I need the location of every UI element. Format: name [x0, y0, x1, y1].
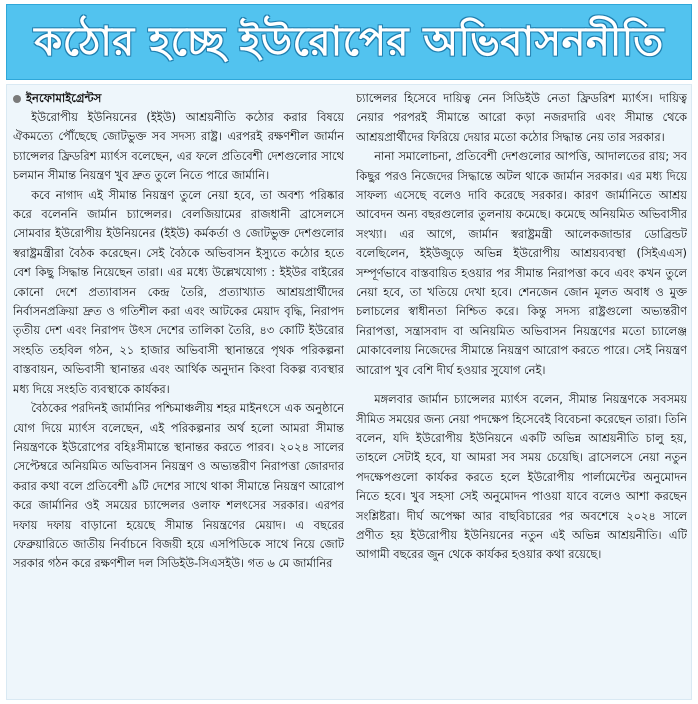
headline: কঠোর হচ্ছে ইউরোপের অভিবাসননীতি: [34, 19, 664, 65]
column-left: [13, 89, 344, 695]
article-body: [6, 84, 692, 700]
article-columns: [13, 89, 687, 695]
bullet-icon: [13, 95, 21, 103]
byline-text: ইনফোমাইগ্রেন্টস: [26, 91, 102, 105]
paragraph: ইউরোপীয় ইউনিয়নের (ইইউ) আশ্রয়নীতি কঠোর করার বিষয়ে ঐকমত্যে পৌঁছেছে জোটভুক্ত সব সদস্য রাষ্ট্র। এরপরই রক্ষণশীল জার্মান চ্যান্সেলর ফ্রিডরিশ ম্যার্ৎস বলেছেন, এর ফলে প্রতিবেশী দেশগুলোর সাথে চলমান সীমান্ত নিয়ন্ত্রণ খুব দ্রুত তুলে নিতে পারে জার্মানি।: [13, 110, 344, 183]
paragraph: নানা সমালোচনা, প্রতিবেশী দেশগুলোর আপত্তি, আদালতের রায়; সব কিছুর পরও নিজেদের সিদ্ধান্তে অটল থাকে জার্মান সরকার। এর মধ্য দিয়ে সাফল্য এসেছে বলেও দাবি করেছে সরকার। কারণ জার্মানিতে আশ্রয় আবেদন অন্য বছরগুলোর তুলনায় কমেছে। কমেছে অনিয়মিত অভিবাসীর সংখ্যা। এর আগে, জার্মান স্বরাষ্ট্রমন্ত্রী আলেকজান্ডার ডোব্রিন্ডট বলেছিলেন, ইইউজুড়ে অভিন্ন ইউরোপীয় আশ্রয়ব্যবস্থা (সিইএএস) সম্পূর্ণভাবে বাস্তবায়িত হওয়ার পর সীমান্ত নিরাপত্তা কবে এবং কখন তুলে নেয়া হবে, তা খতিয়ে দেখা হবে। শেনজেন জোন মূলত অবাধ ও মুক্ত চলাচলের স্বাধীনতা নিশ্চিত করে। কিন্তু সদস্য রাষ্ট্রগুলো অভ্যন্তরীণ নিরাপত্তা, সন্ত্রাসবাদ বা অনিয়মিত অভিবাসন নিয়ন্ত্রণের মতো চ্যালেঞ্জ মোকাবেলায় নিজেদের সীমান্তে নিয়ন্ত্রণ আরোপ করতে পারে। সেই নিয়ন্ত্রণ আরোপ খুব বেশি দীর্ঘ হওয়ার সুযোগ নেই।: [356, 149, 687, 377]
headline-band: [6, 4, 692, 80]
byline: [13, 89, 344, 108]
paragraph: মঙ্গলবার জার্মান চ্যান্সেলর ম্যার্ৎস বলেন, সীমান্ত নিয়ন্ত্রণকে সবসময় সীমিত সময়ের জন্য নেয়া পদক্ষেপ হিসেবেই বিবেচনা করেছেন তারা। তিনি বলেন, যদি ইউরোপীয় ইউনিয়নে একটি অভিন্ন আশ্রয়নীতি চালু হয়, তাহলে সেটাই হবে, যা আমরা সব সময় চেয়েছি। ব্রাসেলসে নেয়া নতুন পদক্ষেপগুলো কার্যকর করতে হলে ইউরোপীয় পার্লামেন্টের অনুমোদন নিতে হবে। খুব সহসা সেই অনুমোদন পাওয়া যাবে বলেও আশা করছেন সংশ্লিষ্টরা। দীর্ঘ অপেক্ষা আর বাছবিচারের পর অবশেষে ২০২৪ সালে প্রণীত হয় ইউরোপীয় ইউনিয়নের নতুন এই অভিন্ন আশ্রয়নীতি। এটি আগামী বছরের জুন থেকে কার্যকর হওয়ার কথা রয়েছে।: [356, 392, 687, 562]
paragraph: কবে নাগাদ এই সীমান্ত নিয়ন্ত্রণ তুলে নেয়া হবে, তা অবশ্য পরিষ্কার করে বলেননি জার্মান চ্যান্সেলর। বেলজিয়ামের রাজধানী ব্রাসেলসে সোমবার ইউরোপীয় ইউনিয়নের (ইইউ) কর্মকর্তা ও জোটভুক্ত দেশগুলোর স্বরাষ্ট্রমন্ত্রীরা বৈঠক করেছেন। সেই বৈঠকে অভিবাসন ইস্যুতে কঠোর হতে বেশ কিছু সিদ্ধান্ত নিয়েছেন তারা। এর মধ্যে উল্লেখযোগ্য : ইইউর বাইরের কোনো দেশে প্রত্যাবাসন কেন্দ্র তৈরি, প্রত্যাখ্যাত আশ্রয়প্রার্থীদের নির্বাসনপ্রক্রিয়া দ্রুত ও গতিশীল করা এবং আটকের মেয়াদ বৃদ্ধি, নিরাপদ তৃতীয় দেশ এবং নিরাপদ উৎস দেশের তালিকা তৈরি, ৪৩ কোটি ইউরোর সংহতি তহবিল গঠন, ২১ হাজার অভিবাসী স্থানান্তরে পৃথক পরিকল্পনা বাস্তবায়ন, অভিবাসী স্থানান্তর এবং আর্থিক অনুদান কিংবা বিকল্প ব্যবস্থার মধ্য দিয়ে সংহতি ব্যবস্থাকে কার্যকর।: [13, 187, 344, 396]
column-right: [356, 89, 687, 695]
paragraph: বৈঠকের পরদিনই জার্মানির পশ্চিমাঞ্চলীয় শহর মাইনৎসে এক অনুষ্ঠানে যোগ দিয়ে ম্যার্ৎস বলেছেন, এই পরিকল্পনার অর্থ হলো আমরা সীমান্ত নিয়ন্ত্রণকে ইউরোপের বহিঃসীমান্তে স্থানান্তর করতে পারব। ২০২৪ সালের সেপ্টেম্বরে অনিয়মিত অভিবাসন নিয়ন্ত্রণ ও অভ্যন্তরীণ নিরাপত্তা জোরদার করার কথা বলে প্রতিবেশী ৯টি দেশের সাথে থাকা সীমান্তে নিয়ন্ত্রণ আরোপ করে জার্মানির ওই সময়ের চ্যান্সেলর ওলাফ শলৎসের সরকার। এরপর দফায় দফায় বাড়ানো হয়েছে সীমান্ত নিয়ন্ত্রণের মেয়াদ। এ বছরের ফেব্রুয়ারিতে জাতীয় নির্বাচনে বিজয়ী হয়ে এসপিডিকে সাথে নিয়ে জোট সরকার গঠন করে রক্ষণশীল দল সিডিইউ-সিএসইউ। গত ৬ মে জার্মানির: [13, 401, 344, 571]
paragraph: চ্যান্সেলর হিসেবে দায়িত্ব নেন সিডিইউ নেতা ফ্রিডরিশ ম্যার্ৎস। দায়িত্ব নেয়ার পরপরই সীমান্তে আরো কড়া নজরদারি এবং সীমান্ত থেকে আশ্রয়প্রার্থীদের ফিরিয়ে দেয়ার মতো কঠোর সিদ্ধান্ত নেয় তার সরকার।: [356, 91, 687, 144]
